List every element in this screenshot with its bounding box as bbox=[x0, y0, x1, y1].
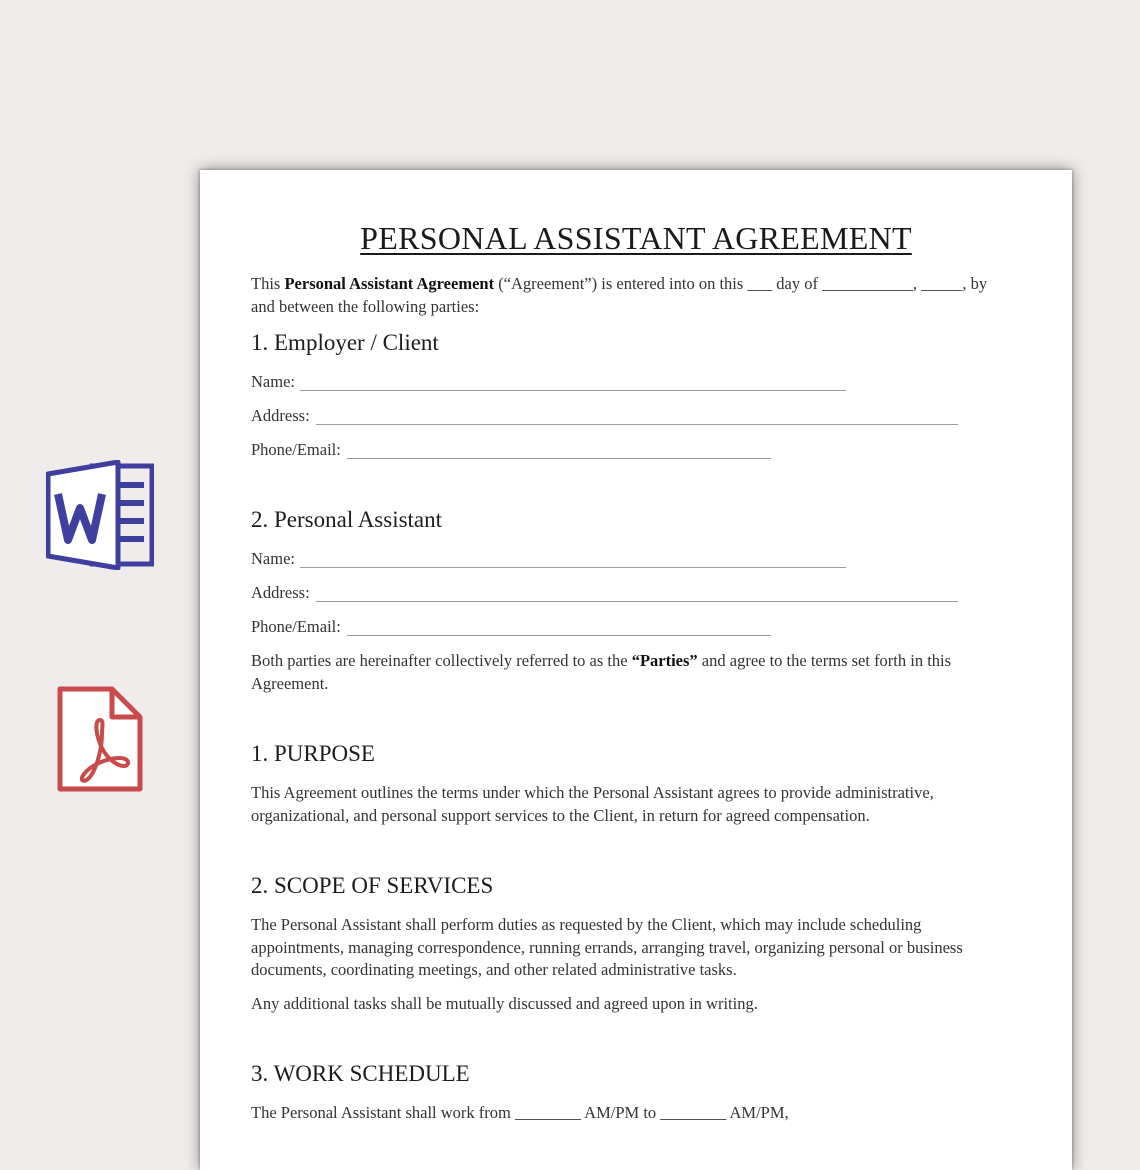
parties-line-2: Agreement. bbox=[251, 674, 329, 693]
scope-line-1: The Personal Assistant shall perform duties as requested by the Client, which may include scheduling bbox=[251, 915, 922, 934]
employer-address-label: Address: bbox=[251, 406, 310, 425]
scope-heading: 2. SCOPE OF SERVICES bbox=[251, 873, 494, 898]
assistant-contact-field[interactable] bbox=[347, 635, 771, 636]
employer-name-label: Name: bbox=[251, 372, 295, 391]
employer-heading: 1. Employer / Client bbox=[251, 330, 439, 355]
assistant-name-field[interactable] bbox=[300, 567, 846, 568]
schedule-line-1: The Personal Assistant shall work from ________ AM/PM to ________ AM/PM, bbox=[251, 1103, 789, 1122]
schedule-heading: 3. WORK SCHEDULE bbox=[251, 1061, 470, 1086]
scope-line-2: appointments, managing correspondence, running errands, arranging travel, organizing personal or business bbox=[251, 938, 963, 957]
scope-line-3: documents, coordinating meetings, and other related administrative tasks. bbox=[251, 960, 737, 979]
assistant-contact-label: Phone/Email: bbox=[251, 617, 341, 636]
document-title: PERSONAL ASSISTANT AGREEMENT bbox=[360, 220, 912, 256]
purpose-line-1: This Agreement outlines the terms under which the Personal Assistant agrees to provide administrative, bbox=[251, 783, 934, 802]
purpose-line-2: organizational, and personal support services to the Client, in return for agreed compensation. bbox=[251, 806, 870, 825]
intro-line-2: and between the following parties: bbox=[251, 297, 480, 316]
assistant-address-label: Address: bbox=[251, 583, 310, 602]
assistant-heading: 2. Personal Assistant bbox=[251, 507, 443, 532]
scope-line-4: Any additional tasks shall be mutually discussed and agreed upon in writing. bbox=[251, 994, 758, 1013]
intro-line-1: This Personal Assistant Agreement (“Agreement”) is entered into on this ___ day of ___________, _____, by bbox=[251, 274, 988, 293]
employer-contact-field[interactable] bbox=[347, 458, 771, 459]
assistant-address-field[interactable] bbox=[316, 601, 958, 602]
employer-contact-label: Phone/Email: bbox=[251, 440, 341, 459]
employer-name-field[interactable] bbox=[300, 390, 846, 391]
word-document-icon[interactable] bbox=[46, 460, 154, 570]
pdf-document-icon[interactable] bbox=[56, 686, 144, 792]
assistant-name-label: Name: bbox=[251, 549, 295, 568]
employer-address-field[interactable] bbox=[316, 424, 958, 425]
document-page bbox=[200, 170, 1072, 1170]
purpose-heading: 1. PURPOSE bbox=[251, 741, 375, 766]
parties-line-1: Both parties are hereinafter collectively referred to as the “Parties” and agree to the terms set forth in this bbox=[251, 651, 952, 670]
